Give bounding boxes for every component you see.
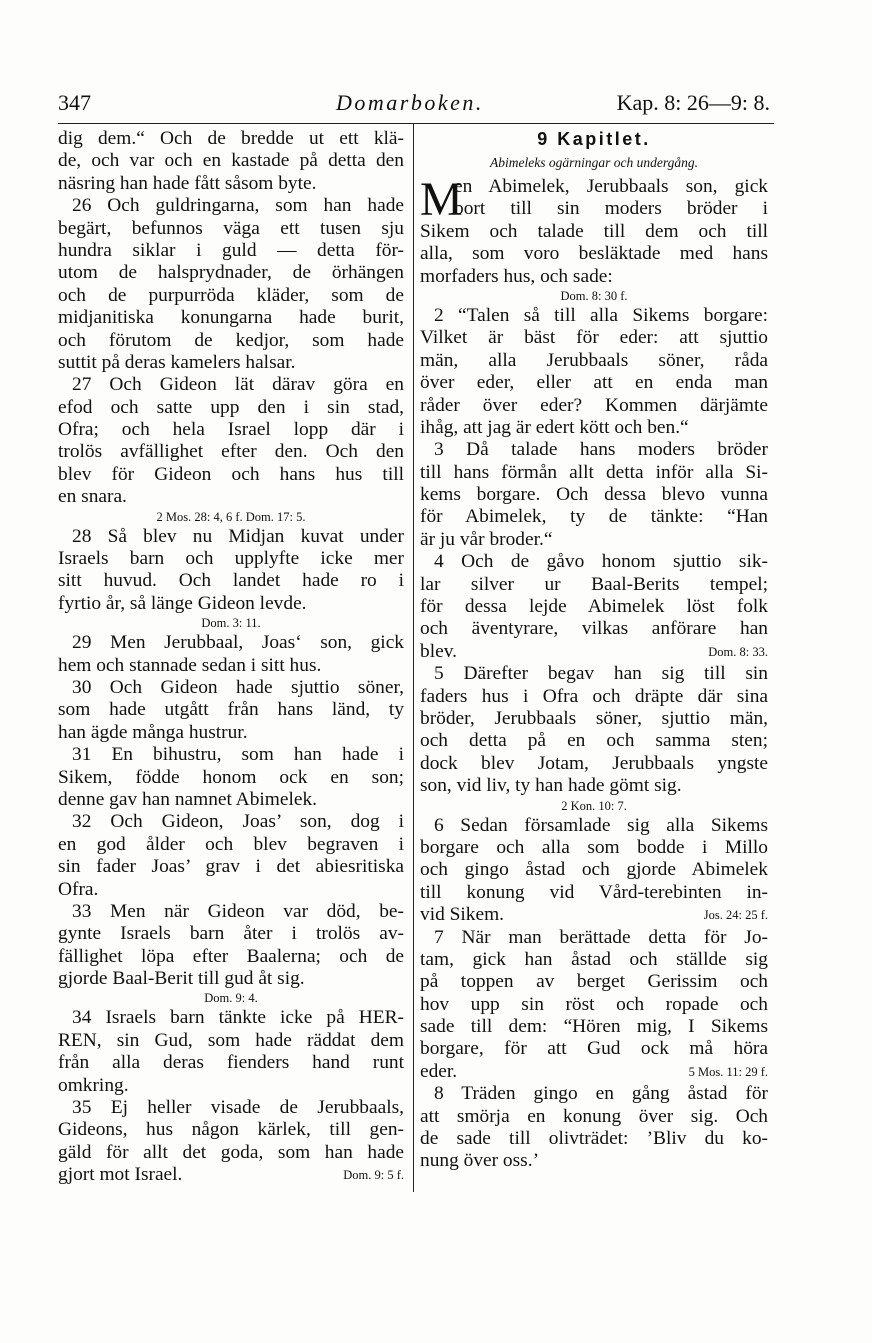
text-line: Israels barn och upplyfte icke mer <box>58 548 404 570</box>
text-line: gjort mot Israel. Dom. 9: 5 f. <box>58 1164 404 1186</box>
text-line: lar silver ur Baal-Berits tempel; <box>420 573 768 595</box>
cross-reference: Jos. 24: 25 f. <box>703 908 768 923</box>
text-line: han ägde många hustrur. <box>58 721 248 743</box>
text-line: 4 Och de gåvo honom sjuttio sik- <box>434 551 768 573</box>
text-line: över eder, eller att en enda man <box>420 372 768 394</box>
text-line: 32 Och Gideon, Joas’ son, dog i <box>72 811 404 833</box>
left-column <box>58 128 404 1187</box>
text-line: näsring han hade fått såsom byte. <box>58 172 317 194</box>
text-line: till konung vid Vård-terebinten in- <box>420 881 768 903</box>
text-line: omkring. <box>58 1074 129 1096</box>
text-line: 33 Men när Gideon var död, be- <box>72 900 404 922</box>
text-line: 35 Ej heller visade de Jerubbaals, <box>72 1097 404 1119</box>
drop-cap: M <box>420 173 463 226</box>
text-line: 30 Och Gideon hade sjuttio söner, <box>72 676 404 698</box>
text-line: Gideons, hus någon kärlek, till gen- <box>58 1119 404 1141</box>
text-line: ihåg, att jag är edert kött och ben.“ <box>420 416 689 438</box>
text-line: hov upp sin röst och ropade och <box>420 993 768 1015</box>
text-line: denne gav han namnet Abimelek. <box>58 788 317 810</box>
text-line: fällighet löpa efter Baalerna; och de <box>58 945 404 967</box>
text-line: en Abimelek, Jerubbaals son, gick <box>454 176 768 197</box>
text-line: eder. 5 Mos. 11: 29 f. <box>420 1060 768 1082</box>
text-line: de sade till olivträdet: ’Bliv du ko- <box>420 1128 768 1150</box>
cross-reference: Dom. 8: 33. <box>708 644 768 659</box>
text-line: efod och satte upp den i sin stad, <box>58 396 404 418</box>
text-line: Ofra. <box>58 878 99 900</box>
text-line: är ju vår broder.“ <box>420 528 553 550</box>
text-line: tam, gick han åstad och ställde sig <box>420 948 768 970</box>
text-line: och förutom de kedjor, som hade <box>58 329 404 351</box>
text-line: 6 Sedan församlade sig alla Sikems <box>434 814 768 836</box>
chapter-reference: Kap. 8: 26—9: 8. <box>616 90 770 115</box>
text-line: kems borgare. Och dessa blevo vunna <box>420 484 768 506</box>
text-line: 34 Israels barn tänkte icke på HER- <box>72 1007 404 1029</box>
text-line: gjorde Baal-Berit till gud åt sig. <box>58 968 305 990</box>
text-line: dig dem.“ Och de bredde ut ett klä- <box>58 128 404 149</box>
text-line: suttit på deras kamelers halsar. <box>58 351 296 373</box>
text-line: på toppen av berget Gerissim och <box>420 971 768 993</box>
text-line: sade till dem: “Hören mig, I Sikems <box>420 1016 768 1038</box>
book-title: Domarboken. <box>336 90 484 115</box>
text-line: 3 Då talade hans moders bröder <box>434 439 768 461</box>
text-line: 26 Och guldringarna, som han hade <box>72 195 404 217</box>
cross-reference: 2 Mos. 28: 4, 6 f. Dom. 17: 5. <box>156 509 306 524</box>
text-line: hundra siklar i guld — detta för- <box>58 239 404 261</box>
text-line: vid Sikem. Jos. 24: 25 f. <box>420 904 768 926</box>
text-line: 7 När man berättade detta för Jo- <box>434 926 768 948</box>
cross-reference: Dom. 8: 30 f. <box>560 288 628 303</box>
text-line: och gingo åstad och gjorde Abimelek <box>420 859 768 881</box>
text-line: för dessa lejde Abimelek löst folk <box>420 596 768 618</box>
text-line: REN, sin Gud, som hade räddat dem <box>58 1029 404 1051</box>
text-line: en god ålder och blev begraven i <box>58 833 404 855</box>
text-line: som hade utgått från hans länd, ty <box>58 699 404 721</box>
text-line: och detta på en och samma sten; <box>420 730 768 752</box>
text-line: borgare och alla som bodde i Millo <box>420 836 768 858</box>
text-line: sitt huvud. Och landet hade ro i <box>58 570 404 592</box>
right-column <box>420 128 768 1173</box>
running-header <box>58 90 770 122</box>
text-line: blev. Dom. 8: 33. <box>420 640 768 662</box>
text-line: hem och stannade sedan i sitt hus. <box>58 654 322 676</box>
chapter-subtitle: Abimeleks ogärningar och undergång. <box>490 155 698 170</box>
text-line: 31 En bihustru, som han hade i <box>72 744 404 766</box>
text-line: Sikem och talade till dem och till <box>420 220 768 242</box>
text-line: gäld för allt det goda, som han hade <box>58 1141 404 1163</box>
text-line: utom de halsprydnader, de örhängen <box>58 262 404 284</box>
text-line: alla, som voro besläktade med hans <box>420 243 768 265</box>
chapter-text <box>420 173 768 1173</box>
text-line: de, och var och en kastade på detta den <box>58 150 404 172</box>
text-line: Sikem, födde honom ock en son; <box>58 766 404 788</box>
text-line: midjanitiska konungarna hade burit, <box>58 307 404 329</box>
text-line: nung över oss.’ <box>420 1150 540 1172</box>
cross-reference: Dom. 3: 11. <box>201 616 261 631</box>
text-line: för Abimelek, ty de tänkte: “Han <box>420 506 768 528</box>
text-line: fyrtio år, så länge Gideon levde. <box>58 592 307 614</box>
text-line: son, vid liv, ty han hade gömt sig. <box>420 775 682 797</box>
text-line: råder över eder? Kommen därjämte <box>420 394 768 416</box>
cross-reference: Dom. 9: 4. <box>204 991 258 1006</box>
text-line: dock blev Jotam, Jerubbaals yngste <box>420 752 768 774</box>
text-line: bröder, Jerubbaals söner, sjuttio män, <box>420 707 768 729</box>
text-line: morfaders hus, och sade: <box>420 265 613 287</box>
text-line: 27 Och Gideon lät därav göra en <box>72 374 404 396</box>
text-line: 28 Så blev nu Midjan kuvat under <box>72 525 404 547</box>
text-line: begärt, befunnos väga ett tusen sju <box>58 217 404 239</box>
text-line: sin fader Joas’ grav i det abiesritiska <box>58 856 404 878</box>
text-line: 2 “Talen så till alla Sikems borgare: <box>434 304 768 326</box>
text-line: och de purpurröda kläder, som de <box>58 284 404 306</box>
text-line: blev för Gideon och hans hus till <box>58 463 404 485</box>
text-line: trolös avfällighet efter den. Och den <box>58 441 404 463</box>
text-line: till hans förmån allt detta inför alla Si- <box>420 461 768 483</box>
text-line: 8 Träden gingo en gång åstad för <box>434 1083 768 1105</box>
cross-reference: 5 Mos. 11: 29 f. <box>688 1064 768 1079</box>
text-line: en snara. <box>58 486 127 508</box>
page-number: 347 <box>58 90 91 115</box>
column-divider <box>413 124 414 1192</box>
text-line: 5 Därefter begav han sig till sin <box>434 663 768 685</box>
text-line: att smörja en konung över sig. Och <box>420 1105 768 1127</box>
header-rule <box>58 123 774 124</box>
cross-reference: 2 Kon. 10: 7. <box>561 798 627 813</box>
cross-reference: Dom. 9: 5 f. <box>343 1168 404 1183</box>
text-line: Ofra; och hela Israel lopp där i <box>58 419 404 441</box>
text-line: borgare, för att Gud ock må höra <box>420 1038 768 1060</box>
text-line: och äventyrare, vilkas anförare han <box>420 618 768 640</box>
text-line: män, alla Jerubbaals söner, råda <box>420 349 768 371</box>
text-line: faders hus i Ofra och dräpte där sina <box>420 685 768 707</box>
text-line: 29 Men Jerubbaal, Joas‘ son, gick <box>72 632 404 654</box>
text-line: från alla deras fienders hand runt <box>58 1052 404 1074</box>
chapter-heading: 9 Kapitlet. <box>537 129 651 149</box>
text-line: Vilket är bäst för eder: att sjuttio <box>420 327 768 349</box>
text-line: gynte Israels barn åter i trolös av- <box>58 923 404 945</box>
text-line: bort till sin moders bröder i <box>454 198 768 220</box>
